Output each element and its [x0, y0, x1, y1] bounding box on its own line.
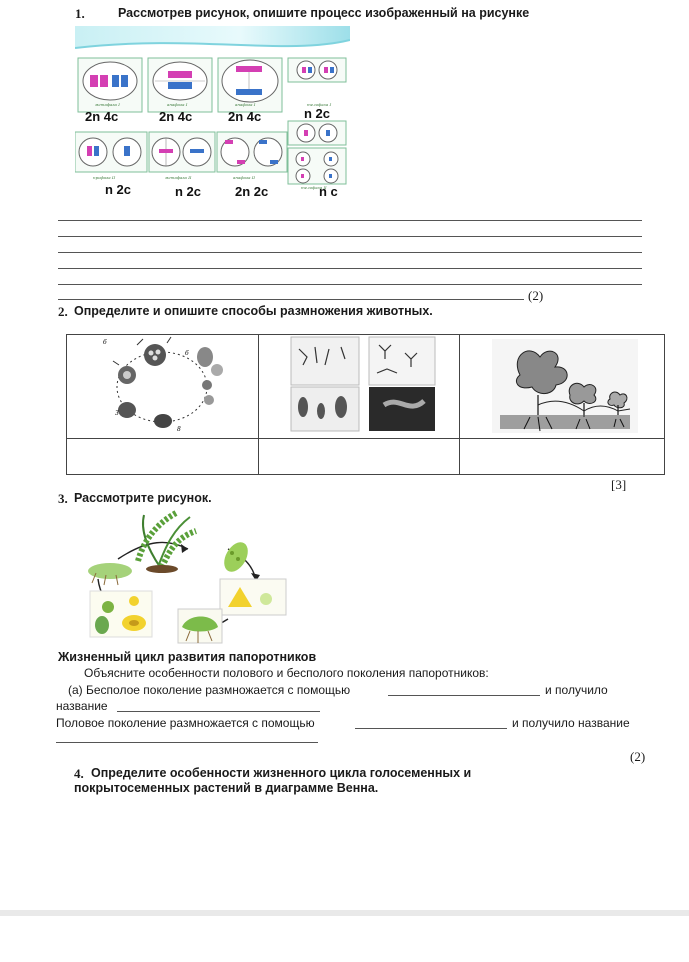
phase-label: анафаза I	[167, 102, 188, 107]
q3-line-a-end: и получило	[545, 683, 608, 697]
q3-instruction: Объясните особенности полового и бесполого поколения папоротников:	[84, 666, 489, 680]
q3-line-b-start: название	[56, 699, 108, 713]
answer-line[interactable]	[58, 268, 642, 269]
answer-blank[interactable]	[56, 742, 318, 743]
q3-title: Рассмотрите рисунок.	[74, 491, 212, 505]
phase-label: телофаза II	[301, 185, 327, 190]
answer-cell-1[interactable]	[66, 438, 259, 475]
q2-number: 2.	[58, 304, 68, 319]
q4-title-line1: Определите особенности жизненного цикла голосеменных и	[91, 766, 472, 780]
table-cell-image-3	[459, 334, 665, 439]
q3-line-c-end: и получило название	[512, 716, 630, 730]
q4-number: 4.	[74, 766, 84, 781]
q2-score: [3]	[611, 477, 627, 492]
q3-caption: Жизненный цикл развития папоротников	[58, 650, 317, 664]
sporophyll-icon	[219, 538, 252, 576]
ploidy-label: 2n 4c	[159, 109, 193, 124]
phase-label: профаза II	[93, 175, 116, 180]
q1-title: Рассмотрев рисунок, опишите процесс изображенный на рисунке	[118, 6, 530, 20]
q2-title: Определите и опишите способы размножения животных.	[74, 304, 433, 318]
answer-line[interactable]	[58, 220, 642, 221]
phase-label: метафаза I	[95, 102, 120, 107]
q3-line-c-start: Половое поколение размножается с помощью	[56, 716, 315, 730]
ploidy-label: n c	[319, 184, 338, 199]
ploidy-label: n 2c	[304, 106, 331, 121]
regeneration-illustration	[259, 335, 459, 438]
q3-score: (2)	[630, 749, 646, 764]
answer-blank[interactable]	[388, 695, 540, 696]
svg-text:6: 6	[185, 350, 189, 357]
phase-label: анафаза I	[235, 102, 256, 107]
antheridium-icon	[102, 601, 114, 613]
answer-line[interactable]	[58, 299, 524, 300]
page-bottom-edge	[0, 910, 689, 916]
answer-blank[interactable]	[355, 728, 507, 729]
svg-text:3: 3	[115, 410, 119, 417]
svg-text:8: 8	[177, 426, 181, 433]
table-cell-image-1	[66, 334, 259, 439]
q1-score: (2)	[528, 288, 544, 303]
meiosis-figure	[75, 26, 350, 202]
strawberry-runner-illustration	[460, 335, 664, 438]
answer-line[interactable]	[58, 236, 642, 237]
table-cell-image-2	[258, 334, 460, 439]
ploidy-label: n 2c	[175, 184, 202, 199]
svg-text:6: 6	[103, 339, 107, 346]
answer-cell-3[interactable]	[459, 438, 665, 475]
fern-lifecycle-figure	[78, 509, 290, 645]
answer-line[interactable]	[58, 284, 642, 285]
phase-label: анафаза II	[233, 175, 255, 180]
answer-line[interactable]	[58, 252, 642, 253]
phase-label: метафаза II	[165, 175, 192, 180]
ploidy-label: 2n 4c	[85, 109, 119, 124]
meiosis-row-2	[75, 121, 346, 184]
q3-number: 3.	[58, 491, 68, 506]
answer-blank[interactable]	[117, 711, 320, 712]
ploidy-label: 2n 2c	[235, 184, 269, 199]
q3-line-a-start: (а) Бесполое поколение размножается с помощью	[68, 683, 351, 697]
q1-number: 1.	[75, 6, 85, 21]
phase-label: телофаза I	[307, 102, 332, 107]
ploidy-label: n 2c	[105, 182, 132, 197]
hydra-cycle-illustration	[67, 335, 258, 438]
q4-title-line2: покрытосеменных растений в диаграмме Венна.	[74, 781, 379, 795]
ploidy-label: 2n 4c	[228, 109, 262, 124]
archegonium-icon	[129, 596, 139, 606]
answer-cell-2[interactable]	[258, 438, 460, 475]
